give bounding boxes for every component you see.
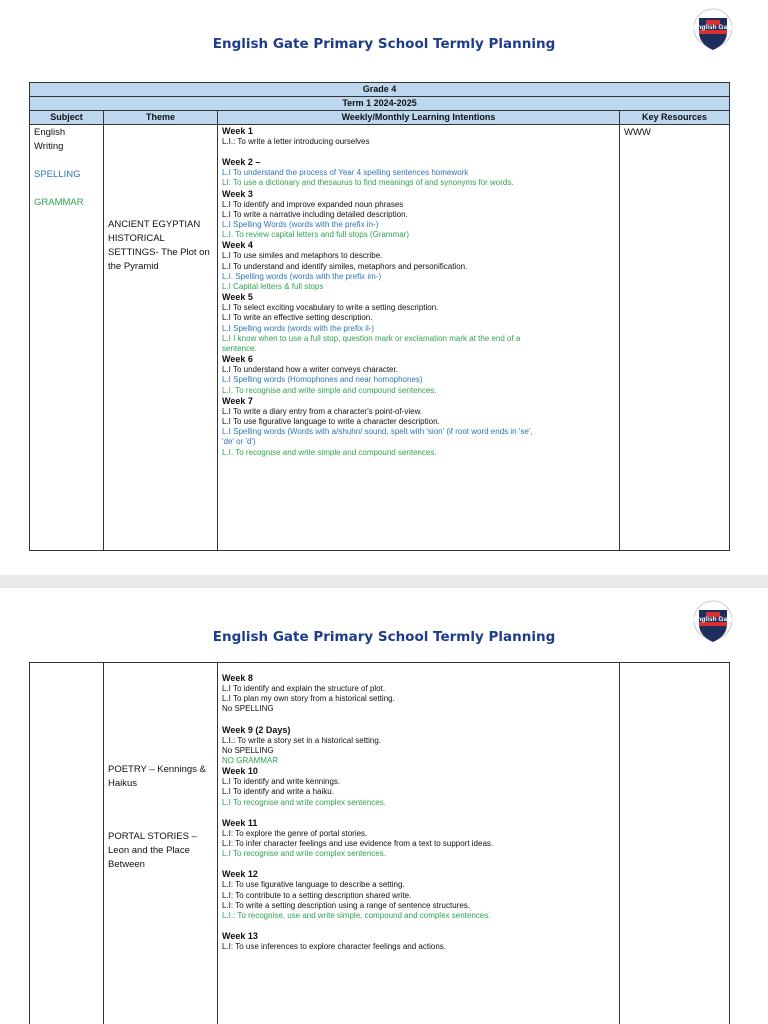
document-title: English Gate Primary School Termly Planning (212, 36, 556, 52)
learning-intention: L.I To write a diary entry from a character's point-of-view. (222, 406, 423, 416)
learning-intention: L.I. To recognise and write simple and compound sentences. (222, 447, 437, 457)
school-crest-logo (693, 600, 733, 644)
learning-intention: L.I To understand the process of Year 4 spelling sentences homework (222, 168, 469, 178)
learning-intention: L.I Spelling Words (words with the prefix in-) (222, 220, 379, 230)
document-page-2 (0, 588, 768, 1024)
learning-intention: L.I To write an effective setting description. (222, 313, 373, 323)
term-header: Term 1 2024-2025 (30, 97, 730, 111)
theme-portal-stories: PORTAL STORIES – Leon and the Place Between (108, 831, 197, 870)
column-header-subject: Subject (30, 111, 104, 125)
learning-intention: L.I I know when to use a full stop, question mark or exclamation mark at the end of a (222, 333, 521, 343)
learning-intention: L.I To identify and write kennings. (222, 777, 341, 787)
logo-text: English Gate (693, 616, 733, 623)
learning-intention: L.I To identify and improve expanded noun phrases (222, 199, 404, 209)
learning-intention: LI: To use a dictionary and thesaurus to find meanings of and synonyms for words. (222, 178, 514, 188)
logo-text: English Gate (693, 24, 733, 31)
week-heading: Week 10 (222, 766, 258, 777)
subject-english: English (34, 127, 66, 138)
learning-intention: L.I Spelling words (words with the prefix il-) (222, 323, 375, 333)
learning-intention: No SPELLING (222, 745, 274, 755)
week-heading: Week 6 (222, 354, 253, 365)
learning-intention: L.I To write a narrative including detailed description. (222, 209, 408, 219)
learning-intention: L.I. Spelling words (words with the prefix im-) (222, 271, 382, 281)
learning-intention: L.I.: To recognise, use and write simple, compound and complex sentences. (222, 911, 491, 921)
learning-intention: L.I To use similes and metaphors to describe. (222, 251, 383, 261)
page-separator (0, 575, 768, 588)
week-heading: Week 8 (222, 673, 253, 683)
learning-intention: L.I.: To write a story set in a historical setting. (222, 735, 382, 745)
intentions-cell (218, 663, 620, 1024)
spacer (222, 147, 615, 157)
resources-cell (620, 125, 730, 551)
column-header-theme: Theme (104, 111, 218, 125)
learning-intention: L.I: To write a setting description using a range of sentence structures. (222, 900, 470, 910)
theme-poetry: POETRY – Kennings & Haikus (108, 764, 206, 789)
intentions-cell (218, 125, 620, 551)
learning-intention: L.I To plan my own story from a historical setting. (222, 694, 395, 704)
week-heading: Week 13 (222, 931, 258, 942)
theme-cell (104, 663, 218, 1024)
week-heading: Week 4 (222, 240, 253, 251)
document-title-page-2: English Gate Primary School Termly Planning (212, 629, 556, 645)
subject-cell (30, 125, 104, 551)
resources-text: WWW (624, 127, 651, 138)
learning-intention: L.I Spelling words (Words with a/shuhn/ sound, spelt with 'sion' (if root word ends in 'se', (222, 427, 533, 437)
planning-table (29, 82, 730, 551)
learning-intention: L.I To understand how a writer conveys character. (222, 365, 398, 375)
spacer (222, 715, 615, 725)
learning-intention: L.I To understand and identify similes, metaphors and personification. (222, 261, 468, 271)
learning-intention: sentence. (222, 344, 257, 354)
resources-cell (620, 663, 730, 1024)
subject-grammar: GRAMMAR (34, 197, 84, 208)
column-header-resources: Key Resources (620, 111, 730, 125)
week-heading: Week 9 (2 Days) (222, 724, 291, 735)
spacer (222, 859, 615, 869)
learning-intention: L.I: To explore the genre of portal stories. (222, 828, 368, 838)
learning-intention: L.I To select exciting vocabulary to write a setting description. (222, 303, 439, 313)
learning-intention: L.I.: To write a letter introducing ourselves (222, 137, 370, 146)
planning-table-page-2 (29, 662, 730, 1024)
subject-writing: Writing (34, 141, 64, 152)
learning-intention: L.I. To recognise and write simple and compound sentences. (222, 385, 437, 395)
learning-intention: L.I To use figurative language to write a character description. (222, 417, 440, 427)
week-heading: Week 3 (222, 188, 253, 199)
column-header-intentions: Weekly/Monthly Learning Intentions (218, 111, 620, 125)
week-heading: Week 12 (222, 869, 258, 880)
learning-intention: L.I To recognise and write complex sentences. (222, 797, 386, 807)
learning-intention: L.I: To contribute to a setting description shared write. (222, 890, 412, 900)
learning-intention: L.I To recognise and write complex sentences. (222, 849, 386, 859)
learning-intention: L.I To identify and write a haiku. (222, 787, 334, 797)
learning-intention: L.I: To use inferences to explore character feelings and actions. (222, 942, 446, 952)
week-heading: Week 2 – (222, 157, 261, 168)
week-heading: Week 5 (222, 292, 253, 303)
theme-cell (104, 125, 218, 551)
learning-intention: 'de' or 'd') (222, 437, 256, 447)
school-crest-logo (693, 8, 733, 52)
week-heading: Week 1 (222, 126, 253, 136)
spacer (222, 808, 615, 818)
subject-spelling: SPELLING (34, 169, 81, 180)
learning-intention: L.I Spelling words (Homophones and near homophones) (222, 375, 423, 385)
week-heading: Week 7 (222, 395, 253, 406)
week-heading: Week 11 (222, 817, 258, 828)
learning-intention: L.I Capital letters & full stops (222, 282, 324, 292)
learning-intention: No SPELLING (222, 704, 274, 714)
learning-intention: L.I To identify and explain the structure of plot. (222, 684, 386, 693)
subject-cell (30, 663, 104, 1024)
learning-intention: L.I. To review capital letters and full stops (Grammar) (222, 230, 410, 240)
theme-text: ANCIENT EGYPTIAN HISTORICAL SETTINGS- The Plot on the Pyramid (108, 219, 210, 272)
spacer (222, 921, 615, 931)
learning-intention: NO GRAMMAR (222, 756, 278, 766)
learning-intention: L.I: To use figurative language to describe a setting. (222, 880, 405, 890)
learning-intention: L.I: To infer character feelings and use evidence from a text to support ideas. (222, 839, 494, 849)
grade-header: Grade 4 (30, 83, 730, 97)
